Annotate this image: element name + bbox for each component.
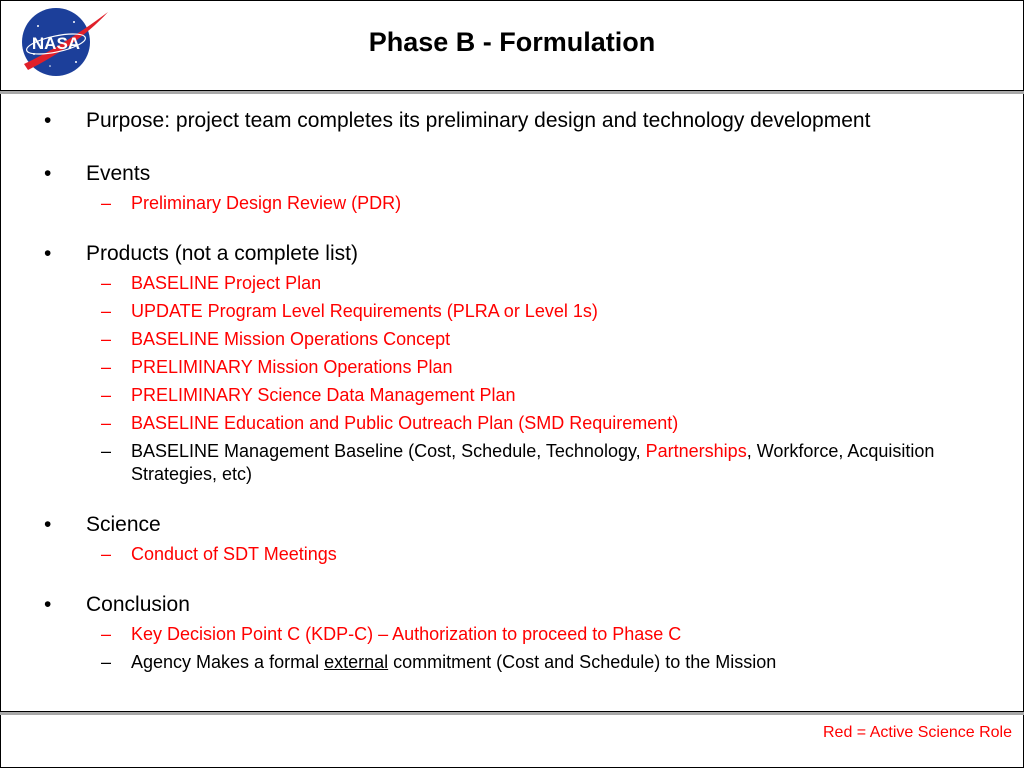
sub-item-text: UPDATE Program Level Requirements (PLRA or Level 1s) bbox=[131, 301, 598, 321]
dash-mark: – bbox=[101, 413, 112, 433]
footer-rule-gray bbox=[0, 712, 1024, 715]
sub-item bbox=[0, 543, 1001, 566]
bullet-conclusion bbox=[0, 592, 886, 618]
dash-mark: – bbox=[101, 544, 112, 564]
slide-content bbox=[0, 108, 1024, 674]
sub-item bbox=[0, 192, 1001, 215]
sub-item-agency-commitment bbox=[0, 651, 1001, 674]
bullet-science bbox=[0, 512, 886, 538]
bullet-mark: • bbox=[44, 513, 52, 536]
svg-text:NASA: NASA bbox=[31, 34, 81, 53]
bullet-purpose-text: Purpose: project team completes its preliminary design and technology development bbox=[86, 109, 871, 132]
sub-item-text: BASELINE Education and Public Outreach Plan (SMD Requirement) bbox=[131, 413, 679, 433]
title-bar bbox=[0, 0, 1024, 90]
sub-item bbox=[0, 412, 1001, 435]
partnerships-highlight: Partnerships bbox=[645, 441, 747, 461]
sub-item-text: PRELIMINARY Mission Operations Plan bbox=[131, 357, 453, 377]
dash-mark: – bbox=[101, 357, 112, 377]
dash-mark: – bbox=[101, 652, 112, 672]
sub-item-text: Preliminary Design Review (PDR) bbox=[131, 193, 402, 213]
management-text-pre: BASELINE Management Baseline (Cost, Schedule, Technology, bbox=[131, 441, 646, 461]
bullet-products-text: Products (not a complete list) bbox=[86, 242, 358, 265]
sub-item bbox=[0, 356, 1001, 379]
bullet-mark: • bbox=[44, 242, 52, 265]
legend-note: Red = Active Science Role bbox=[823, 724, 1012, 741]
dash-mark: – bbox=[101, 441, 112, 461]
sub-item-text: Conduct of SDT Meetings bbox=[131, 544, 337, 564]
management-text-post: , Workforce, Acquisition Strategies, etc) bbox=[131, 441, 935, 484]
slide-title: Phase B - Formulation bbox=[368, 27, 656, 57]
bullet-science-text: Science bbox=[86, 513, 161, 536]
bullet-mark: • bbox=[44, 593, 52, 616]
sub-item bbox=[0, 623, 1001, 646]
header-rule-gray bbox=[0, 91, 1024, 94]
sub-item-text: PRELIMINARY Science Data Management Plan bbox=[131, 385, 516, 405]
agency-text-post: commitment (Cost and Schedule) to the Mission bbox=[388, 652, 777, 672]
dash-mark: – bbox=[101, 273, 112, 293]
sub-item-text: BASELINE Mission Operations Concept bbox=[131, 329, 451, 349]
external-underlined: external bbox=[324, 652, 389, 672]
bullet-events-text: Events bbox=[86, 162, 151, 185]
dash-mark: – bbox=[101, 385, 112, 405]
bullet-mark: • bbox=[44, 162, 52, 185]
sub-item-text: BASELINE Project Plan bbox=[131, 273, 322, 293]
bullet-products bbox=[0, 241, 886, 267]
bullet-mark: • bbox=[44, 109, 52, 132]
sub-item-management-baseline bbox=[0, 440, 1001, 486]
dash-mark: – bbox=[101, 329, 112, 349]
sub-item-text: Key Decision Point C (KDP-C) – Authorization to proceed to Phase C bbox=[131, 624, 682, 644]
dash-mark: – bbox=[101, 301, 112, 321]
bullet-purpose bbox=[0, 108, 886, 134]
dash-mark: – bbox=[101, 193, 112, 213]
sub-item bbox=[0, 384, 1001, 407]
bullet-conclusion-text: Conclusion bbox=[86, 593, 190, 616]
dash-mark: – bbox=[101, 624, 112, 644]
bullet-events bbox=[0, 161, 886, 187]
sub-item bbox=[0, 328, 1001, 351]
agency-text-pre: Agency Makes a formal bbox=[131, 652, 325, 672]
sub-item bbox=[0, 300, 1001, 323]
sub-item bbox=[0, 272, 1001, 295]
